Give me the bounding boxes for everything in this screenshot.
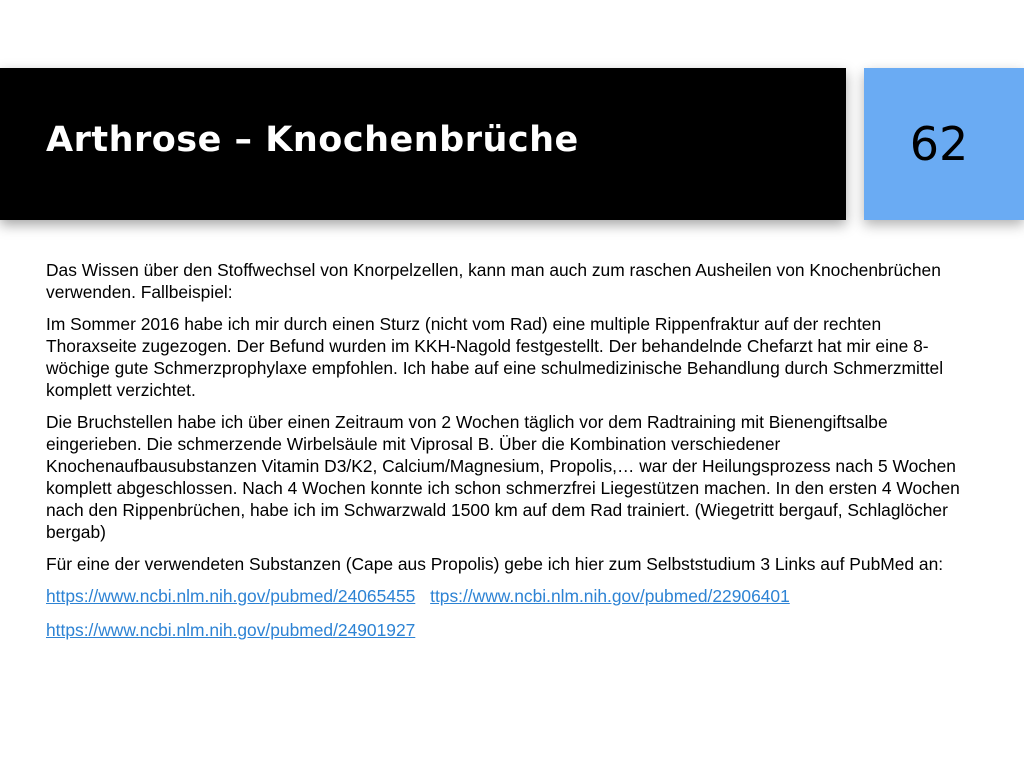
paragraph-treatment: Die Bruchstellen habe ich über einen Zeitraum von 2 Wochen täglich vor dem Radtraining mit Bienengiftsalbe eingerieben. Die schmerzende Wirbelsäule mit Viprosal B. Über die Kombination verschiedener Knochenaufbausubstanzen Vitamin D3/K2, Calcium/Magnesium, Propolis,… war der Heilungsprozess nach 5 Wochen komplett abgeschlossen. Nach 4 Wochen konnte ich schon schmerzfrei Liegestützen machen. In den ersten 4 Wochen nach den Rippenbrüchen, habe ich im Schwarzwald 1500 km auf dem Rad trainiert. (Wiegetritt bergauf, Schlaglöcher bergab): [46, 412, 960, 542]
slide-number: 62: [909, 117, 969, 171]
slide-body: [46, 259, 976, 653]
paragraph-links-intro: Für eine der verwendeten Substanzen (Cape aus Propolis) gebe ich hier zum Selbststudium 3 Links auf PubMed an:: [46, 554, 944, 574]
pubmed-link-2[interactable]: ttps://www.ncbi.nlm.nih.gov/pubmed/22906401: [430, 586, 790, 606]
link-row: [46, 585, 976, 607]
paragraph-intro: Das Wissen über den Stoffwechsel von Knorpelzellen, kann man auch zum raschen Ausheilen von Knochenbrüchen verwenden. Fallbeispiel:: [46, 260, 941, 302]
pubmed-link-3[interactable]: https://www.ncbi.nlm.nih.gov/pubmed/24901927: [46, 620, 416, 640]
slide-title: Arthrose – Knochenbrüche: [46, 120, 579, 160]
link-row: [46, 619, 976, 641]
paragraph-case: Im Sommer 2016 habe ich mir durch einen Sturz (nicht vom Rad) eine multiple Rippenfraktur auf der rechten Thoraxseite zugezogen. Der Befund wurden im KKH-Nagold festgestellt. Der behandelnde Chefarzt hat mir eine 8-wöchige gute Schmerzprophylaxe empfohlen. Ich habe auf eine schulmedizinische Behandlung durch Schmerzmittel komplett verzichtet.: [46, 314, 944, 400]
links-section: [46, 585, 976, 641]
slide-number-box: [864, 68, 1024, 220]
pubmed-link-1[interactable]: https://www.ncbi.nlm.nih.gov/pubmed/24065455: [46, 586, 416, 606]
